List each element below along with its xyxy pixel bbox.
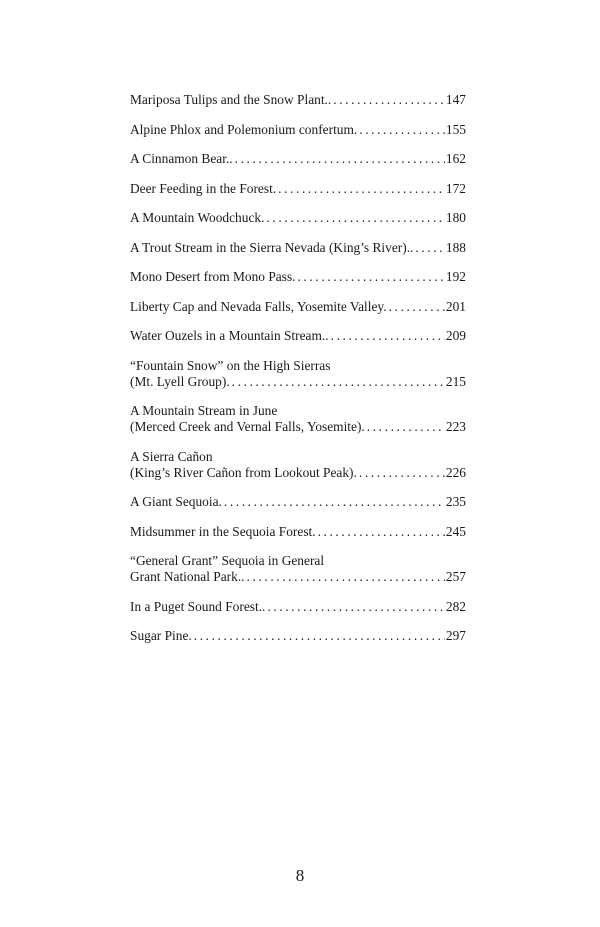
toc-row bbox=[130, 240, 466, 256]
toc-entry bbox=[130, 494, 466, 510]
toc-entry bbox=[130, 358, 466, 390]
entry-title: Liberty Cap and Nevada Falls, Yosemite Valley. bbox=[130, 298, 387, 314]
toc-row bbox=[130, 374, 466, 390]
dot-leader bbox=[222, 494, 445, 510]
toc-entry bbox=[130, 181, 466, 197]
entry-page-number: 226 bbox=[445, 464, 466, 480]
dot-leader bbox=[357, 465, 445, 481]
entry-page-number: 282 bbox=[445, 598, 466, 614]
dot-leader bbox=[365, 419, 445, 435]
dot-leader bbox=[387, 299, 445, 315]
dot-leader bbox=[357, 122, 445, 138]
toc-entry bbox=[130, 449, 466, 481]
entry-title: Alpine Phlox and Polemonium confertum. bbox=[130, 121, 358, 137]
entry-title: A Trout Stream in the Sierra Nevada (King’s River).. bbox=[130, 239, 414, 255]
entry-page-number: 162 bbox=[445, 151, 466, 166]
toc-row bbox=[130, 92, 466, 108]
dot-leader bbox=[316, 524, 445, 540]
toc-row bbox=[130, 524, 466, 540]
dot-leader bbox=[192, 628, 445, 644]
dot-leader bbox=[276, 181, 445, 197]
dot-leader bbox=[413, 240, 445, 256]
dot-leader bbox=[331, 92, 445, 108]
toc-row bbox=[130, 269, 466, 285]
toc-entry bbox=[130, 240, 466, 256]
toc-row bbox=[130, 599, 466, 615]
entry-page-number: 192 bbox=[445, 269, 466, 284]
entry-title: (King’s River Cañon from Lookout Peak). bbox=[130, 464, 357, 480]
toc-row bbox=[130, 465, 466, 481]
toc-row bbox=[130, 210, 466, 226]
entry-page-number: 201 bbox=[445, 298, 466, 314]
entry-page-number: 223 bbox=[445, 419, 466, 434]
toc-row bbox=[130, 328, 466, 344]
toc-row bbox=[130, 569, 466, 585]
entry-page-number: 147 bbox=[445, 92, 466, 107]
toc-entry bbox=[130, 599, 466, 615]
entry-page-number: 235 bbox=[445, 494, 466, 509]
dot-leader bbox=[233, 151, 445, 167]
toc-entry bbox=[130, 210, 466, 226]
entry-title: Mariposa Tulips and the Snow Plant.. bbox=[130, 92, 332, 107]
entry-page-number: 245 bbox=[445, 523, 466, 539]
entry-page-number: 215 bbox=[445, 373, 466, 389]
dot-leader bbox=[265, 599, 445, 615]
page-number: 8 bbox=[295, 866, 305, 885]
entry-title: A Giant Sequoia. bbox=[130, 494, 222, 509]
entry-title: Deer Feeding in the Forest. bbox=[130, 180, 277, 196]
toc-row bbox=[130, 494, 466, 510]
toc-row bbox=[130, 151, 466, 167]
entry-title-first-line: “General Grant” Sequoia in General bbox=[130, 553, 325, 568]
toc-row bbox=[130, 628, 466, 644]
toc-entry bbox=[130, 403, 466, 435]
dot-leader bbox=[230, 374, 445, 390]
entry-page-number: 155 bbox=[445, 121, 466, 137]
toc-entry bbox=[130, 269, 466, 285]
entry-page-number: 172 bbox=[445, 180, 466, 196]
entry-page-number: 209 bbox=[445, 328, 466, 343]
toc-row bbox=[130, 181, 466, 197]
entry-title: A Cinnamon Bear.. bbox=[130, 151, 233, 166]
toc-entry bbox=[130, 524, 466, 540]
toc-entry bbox=[130, 92, 466, 108]
toc-entry bbox=[130, 299, 466, 315]
dot-leader bbox=[264, 210, 444, 226]
entry-title: Sugar Pine. bbox=[130, 628, 192, 643]
toc-entry bbox=[130, 628, 466, 644]
table-of-contents bbox=[130, 92, 466, 658]
toc-entry bbox=[130, 328, 466, 344]
toc-row bbox=[130, 419, 466, 435]
entry-title: Grant National Park.. bbox=[130, 569, 245, 584]
entry-page-number: 297 bbox=[445, 628, 466, 643]
dot-leader bbox=[329, 328, 445, 344]
entry-title-first-line: A Sierra Cañon bbox=[130, 448, 213, 464]
toc-entry bbox=[130, 151, 466, 167]
toc-entry bbox=[130, 122, 466, 138]
dot-leader bbox=[296, 269, 445, 285]
entry-title: A Mountain Woodchuck. bbox=[130, 210, 265, 225]
entry-title-first-line: A Mountain Stream in June bbox=[130, 403, 278, 418]
entry-title: (Merced Creek and Vernal Falls, Yosemite). bbox=[130, 419, 365, 434]
entry-page-number: 257 bbox=[445, 569, 466, 584]
toc-row bbox=[130, 122, 466, 138]
entry-title: Water Ouzels in a Mountain Stream.. bbox=[130, 328, 329, 343]
entry-title: (Mt. Lyell Group). bbox=[130, 373, 230, 389]
entry-title: Midsummer in the Sequoia Forest. bbox=[130, 523, 316, 539]
entry-title-first-line: “Fountain Snow” on the High Sierras bbox=[130, 357, 331, 373]
toc-row bbox=[130, 299, 466, 315]
entry-title: Mono Desert from Mono Pass. bbox=[130, 269, 296, 284]
toc-entry bbox=[130, 553, 466, 585]
entry-page-number: 188 bbox=[445, 239, 466, 255]
entry-title: In a Puget Sound Forest.. bbox=[130, 598, 266, 614]
dot-leader bbox=[245, 569, 445, 585]
entry-page-number: 180 bbox=[445, 210, 466, 225]
